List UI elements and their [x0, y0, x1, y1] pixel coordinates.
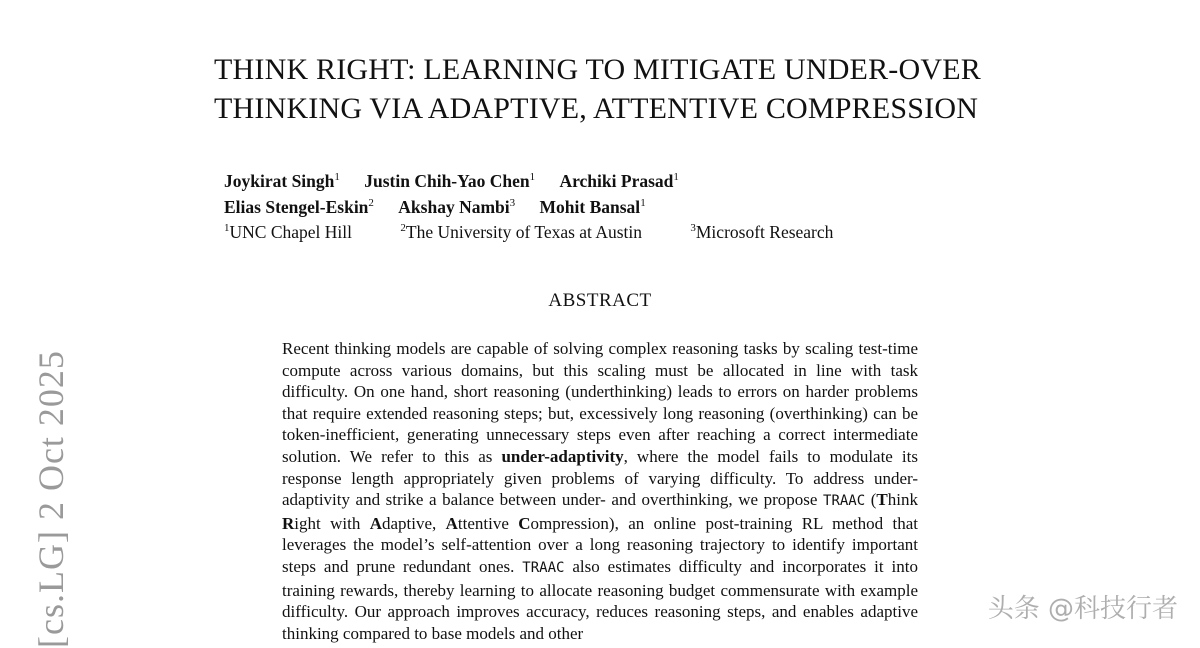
- affiliation: $^1$UNC Chapel Hill: [224, 222, 352, 243]
- author: Archiki Prasad$^1$: [559, 170, 679, 191]
- author: Joykirat Singh$^1$: [224, 170, 340, 191]
- abstract-heading: ABSTRACT: [548, 290, 652, 311]
- abstract-body: [282, 338, 918, 644]
- author: Justin Chih-Yao Chen$^1$: [364, 170, 536, 191]
- author: Elias Stengel-Eskin$^2$: [224, 196, 374, 217]
- author-row-1: [224, 166, 877, 192]
- affiliations: [224, 218, 877, 244]
- title-line-1: THINK RIGHT: LEARNING TO MITIGATE UNDER-OVER: [214, 53, 981, 86]
- method-name: TRAAC: [823, 493, 866, 510]
- affiliation: $^3$Microsoft Research: [690, 222, 834, 243]
- method-name: TRAAC: [522, 559, 565, 576]
- author-block: [224, 166, 877, 243]
- arxiv-sidebar-label: [cs.LG] 2 Oct 2025: [31, 350, 71, 648]
- author: Akshay Nambi$^3$: [398, 196, 516, 217]
- affiliation: $^2$The University of Texas at Austin: [400, 222, 642, 243]
- watermark: 头条 @科技行者: [987, 594, 1178, 624]
- author: Mohit Bansal$^1$: [539, 196, 646, 217]
- abstract-paragraph: Recent thinking models are capable of solving complex reasoning tasks by scaling test-time compute across various domains, but this scaling must be allocated in line with task difficulty. On one hand, short reasoning (underthinking) leads to errors on harder problems that require extended reasoning steps; but, excessively long reasoning (overthinking) can be token-inefficient, generating unnecessary steps even after reaching a correct intermediate solution. We refer to this as under-adaptivity, where the model fails to modulate its response length appropriately given problems of varying difficulty. To address under-adaptivity and strike a balance between under- and overthinking, we propose TRAAC (Think Right with Adaptive, Attentive Compression), an online post-training RL method that leverages the model’s self-attention over a long reasoning trajectory to identify important steps and prune redundant ones. TRAAC also estimates difficulty and incorporates it into training rewards, thereby learning to allocate reasoning budget commensurate with example difficulty. Our approach improves accuracy, reduces reasoning steps, and enables adaptive thinking compared to base models and other: [282, 339, 919, 643]
- title-line-2: THINKING VIA ADAPTIVE, ATTENTIVE COMPRESSION: [214, 92, 979, 125]
- paper-title: [214, 50, 1014, 128]
- author-row-2: [224, 192, 877, 218]
